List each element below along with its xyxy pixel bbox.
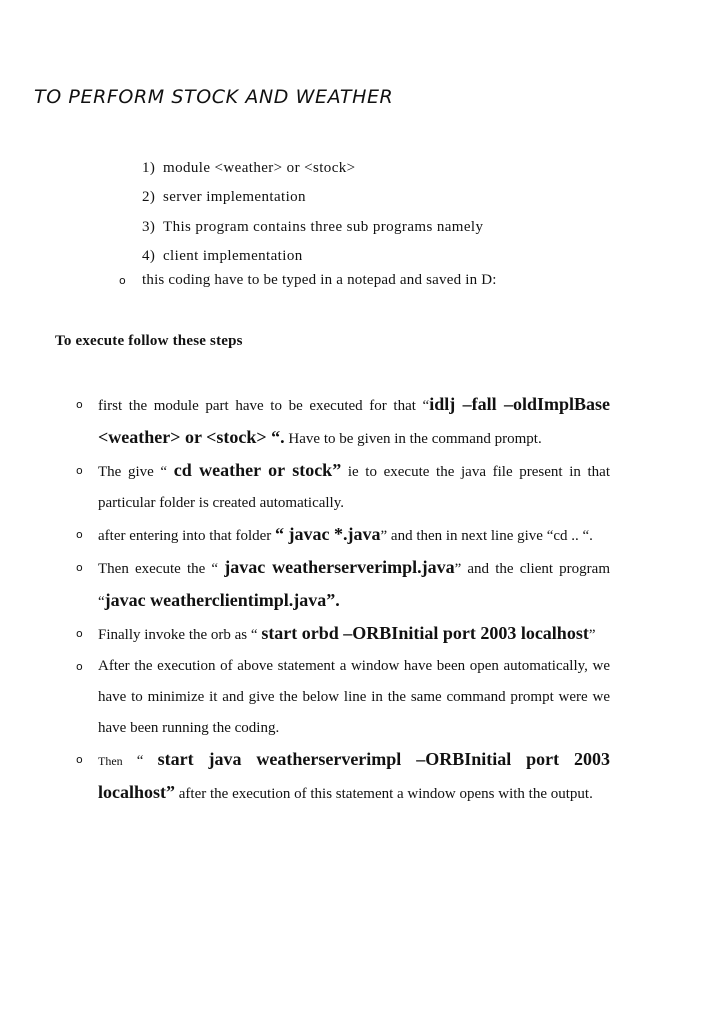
step-text: ” and then in next line give “cd .. “. — [380, 528, 593, 544]
command-text: idlj –fall –oldImplBase <weather> or <stock> “. — [98, 394, 610, 447]
step-text: first the module part have to be executed for that “ — [98, 398, 430, 414]
command-text: javac weatherserverimpl.java — [224, 557, 455, 577]
list-item-text: This program contains three sub programs namely — [163, 218, 484, 235]
step-text: Have to be given in the command prompt. — [284, 431, 542, 447]
step-text: After the execution of above statement a window have been open automatically, we have to minimize it and give the below line in the same command prompt were we have been running the coding. — [98, 658, 610, 736]
note-text: this coding have to be typed in a notepad and saved in D: — [142, 272, 497, 288]
step-text: “ — [122, 753, 158, 769]
step-text: ” and the client program “ — [98, 561, 610, 610]
step-item — [76, 389, 610, 455]
step-item — [76, 651, 610, 744]
list-number: 2) — [142, 189, 156, 206]
list-number: 4) — [142, 247, 156, 264]
step-item — [76, 618, 610, 651]
note-item — [119, 272, 497, 289]
page-title: TO PERFORM STOCK AND WEATHER — [34, 86, 394, 108]
bullet-icon: o — [76, 464, 83, 477]
step-text: ie to execute the java file present in that particular folder is created automatically. — [98, 464, 611, 511]
bullet-icon: o — [76, 561, 83, 574]
bullet-icon: o — [76, 627, 83, 640]
bullet-icon: o — [76, 660, 83, 673]
step-text: ” — [588, 627, 596, 643]
bullet-icon: o — [119, 274, 126, 287]
list-item-text: server implementation — [163, 189, 306, 206]
command-text: start orbd –ORBInitial port 2003 localhost — [261, 623, 589, 643]
command-text: “ javac *.java — [275, 524, 381, 544]
list-item — [142, 242, 483, 271]
bullet-icon: o — [76, 528, 83, 541]
step-item — [76, 552, 610, 618]
command-text: cd weather or stock” — [173, 460, 342, 480]
step-text: Finally invoke the orb as “ — [98, 627, 262, 643]
step-text: after the execution of this statement a window opens with the output. — [175, 786, 593, 802]
command-text: start java weatherserverimpl –ORBInitial port 2003 localhost” — [98, 749, 610, 802]
step-item — [76, 744, 610, 810]
list-number: 3) — [142, 218, 156, 235]
list-item — [142, 213, 483, 242]
bullet-icon: o — [76, 398, 83, 411]
command-text: javac weatherclientimpl.java”. — [104, 590, 340, 610]
section-heading: To execute follow these steps — [55, 333, 243, 349]
step-item — [76, 455, 610, 519]
list-number: 1) — [142, 160, 156, 176]
list-item — [142, 154, 483, 183]
list-item — [142, 183, 483, 212]
step-text: Then execute the “ — [98, 561, 225, 577]
numbered-list — [142, 154, 483, 271]
step-text: The give “ — [98, 464, 174, 480]
list-item-text: module <weather> or <stock> — [163, 160, 356, 176]
step-item — [76, 519, 610, 552]
steps-list — [76, 389, 610, 810]
step-text: after entering into that folder — [98, 528, 276, 544]
list-item-text: client implementation — [163, 247, 303, 264]
bullet-icon: o — [76, 753, 83, 766]
step-text: Then — [98, 754, 123, 768]
